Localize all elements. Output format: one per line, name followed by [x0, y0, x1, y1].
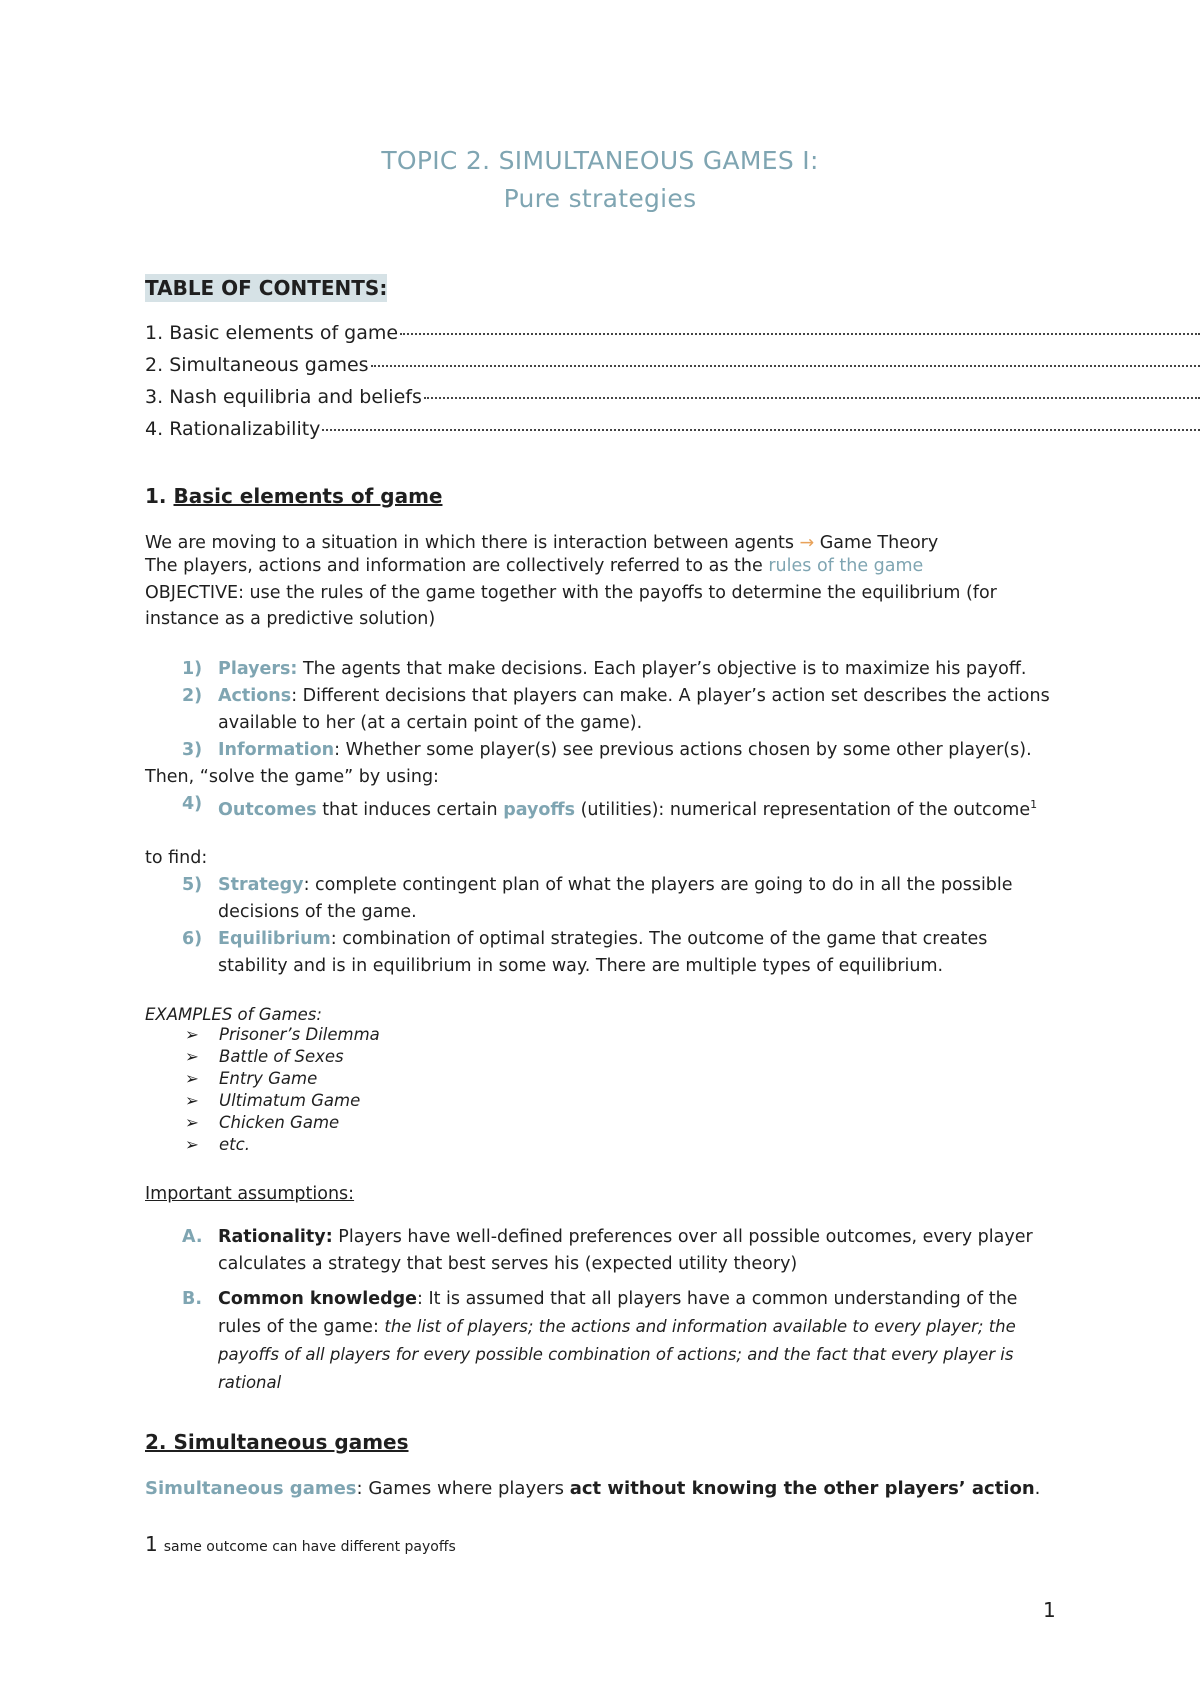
list-num: 4) [182, 794, 203, 814]
term: Information [218, 740, 335, 760]
toc-heading: TABLE OF CONTENTS: [145, 276, 388, 300]
example-item [185, 1134, 250, 1156]
example-text: Ultimatum Game [219, 1091, 361, 1110]
definition: : Whether some player(s) see previous actions chosen by some other player(s). [334, 740, 1032, 760]
intro-line-2 [145, 553, 1065, 579]
intro-text: We are moving to a situation in which there is interaction between agents [145, 533, 800, 553]
example-item [185, 1046, 344, 1068]
toc-entry-num: 3. [145, 386, 164, 408]
definition-bold: act without knowing the other players’ action [569, 1478, 1035, 1499]
arrow-bullet-icon: ➢ [185, 1069, 199, 1088]
list-item-actions [182, 683, 1062, 737]
toc-entry-label: Simultaneous games [169, 354, 369, 376]
examples-label-b: of Games: [232, 1005, 322, 1024]
arrow-bullet-icon: ➢ [185, 1047, 199, 1066]
toc-entry[interactable] [145, 418, 1200, 444]
assumption-rationality [182, 1224, 1062, 1278]
example-text: Chicken Game [219, 1113, 340, 1132]
examples-label-a: EXAMPLES [145, 1005, 233, 1024]
toc-entry-num: 1. [145, 322, 164, 344]
toc-leader-dots [322, 429, 1200, 431]
term: Equilibrium [218, 929, 331, 949]
toc-entry[interactable] [145, 322, 1200, 348]
intro-text: Game Theory [814, 533, 939, 553]
toc-entry[interactable] [145, 386, 1200, 412]
toc-entry-num: 2. [145, 354, 164, 376]
term: Outcomes [218, 799, 317, 820]
term: Common knowledge [218, 1289, 417, 1309]
definition-italic: the list of players; the actions and information available to every player; the payoffs of all players for every possible combination of actions; and the fact that every player is rational [218, 1317, 1016, 1392]
arrow-bullet-icon: ➢ [185, 1091, 199, 1110]
page-number: 1 [1043, 1598, 1056, 1622]
term: Simultaneous games [145, 1478, 357, 1499]
toc-entry-label: Rationalizability [169, 418, 321, 440]
section-1-heading-text: Basic elements of game [173, 484, 443, 508]
list-item-equilibrium [182, 926, 1062, 980]
intro-text: The players, actions and information are collectively referred to as the [145, 556, 769, 576]
example-item [185, 1090, 360, 1112]
list-num: 5) [182, 875, 203, 895]
list-item-players [182, 656, 1062, 683]
example-text: etc. [219, 1135, 250, 1154]
definition: The agents that make decisions. Each player’s objective is to maximize his payoff. [297, 659, 1027, 679]
definition: . [1034, 1478, 1041, 1499]
assumptions-heading: Important assumptions: [145, 1184, 355, 1204]
term: Strategy [218, 875, 304, 895]
assumption-common-knowledge [182, 1286, 1062, 1397]
definition: (utilities): numerical representation of the outcome [575, 799, 1031, 820]
footnote-mark: 1 [145, 1532, 158, 1556]
toc-leader-dots [400, 333, 1200, 335]
toc-entry-label: Nash equilibria and beliefs [169, 386, 422, 408]
toc-entry[interactable] [145, 354, 1200, 380]
arrow-bullet-icon: ➢ [185, 1025, 199, 1044]
list-letter: A. [182, 1227, 203, 1247]
term: Rationality: [218, 1227, 333, 1247]
example-item [185, 1068, 317, 1090]
objective-paragraph: OBJECTIVE: use the rules of the game together with the payoffs to determine the equilibrium (for instance as a predictive solution) [145, 583, 997, 629]
definition: : combination of optimal strategies. The outcome of the game that creates stability and is in equilibrium in some way. There are multiple types of equilibrium. [218, 929, 988, 976]
definition: that induces certain [316, 799, 504, 820]
document-subtitle: Pure strategies [503, 184, 697, 213]
example-text: Battle of Sexes [219, 1047, 344, 1066]
definition: : complete contingent plan of what the players are going to do in all the possible decisions of the game. [218, 875, 1013, 922]
section-2-heading: 2. Simultaneous games [145, 1430, 409, 1454]
footnote [145, 1532, 456, 1556]
rules-of-game-term: rules of the game [768, 556, 924, 576]
list-num: 6) [182, 929, 203, 949]
footnote-ref[interactable]: 1 [1030, 798, 1038, 811]
list-letter: B. [182, 1289, 202, 1309]
list-item-outcomes [182, 791, 1062, 824]
list-num: 2) [182, 686, 203, 706]
toc-leader-dots [424, 397, 1200, 399]
definition: : It is assumed that all players have a common understanding of the rules of the game: [218, 1289, 1018, 1337]
toc-entry-num: 4. [145, 418, 164, 440]
list-num: 1) [182, 659, 203, 679]
section-1-heading-num: 1. [145, 484, 167, 508]
term: payoffs [503, 799, 576, 820]
definition: : Games where players [356, 1478, 570, 1499]
term: Actions [218, 686, 292, 706]
definition: Players have well-defined preferences over all possible outcomes, every player calculates a strategy that best serves his (expected utility theory) [218, 1227, 1033, 1274]
list-item-strategy [182, 872, 1062, 926]
arrow-bullet-icon: ➢ [185, 1113, 199, 1132]
simultaneous-games-definition [145, 1476, 1065, 1502]
example-item [185, 1024, 380, 1046]
example-item [185, 1112, 339, 1134]
list-num: 3) [182, 740, 203, 760]
term: Players: [218, 659, 298, 679]
list-item-information [182, 737, 1062, 764]
section-1-heading [145, 484, 442, 508]
footnote-text: same outcome can have different payoffs [163, 1539, 456, 1555]
to-find-line: to find: [145, 848, 208, 868]
example-text: Entry Game [219, 1069, 318, 1088]
arrow-icon: → [799, 533, 815, 553]
toc-leader-dots [371, 365, 1200, 367]
toc-entry-label: Basic elements of game [169, 322, 399, 344]
arrow-bullet-icon: ➢ [185, 1135, 199, 1154]
example-text: Prisoner’s Dilemma [219, 1025, 380, 1044]
definition: : Different decisions that players can make. A player’s action set describes the actions available to her (at a certain point of the game). [218, 686, 1050, 733]
document-title: TOPIC 2. SIMULTANEOUS GAMES I: [381, 146, 819, 175]
solve-game-line: Then, “solve the game” by using: [145, 767, 439, 787]
